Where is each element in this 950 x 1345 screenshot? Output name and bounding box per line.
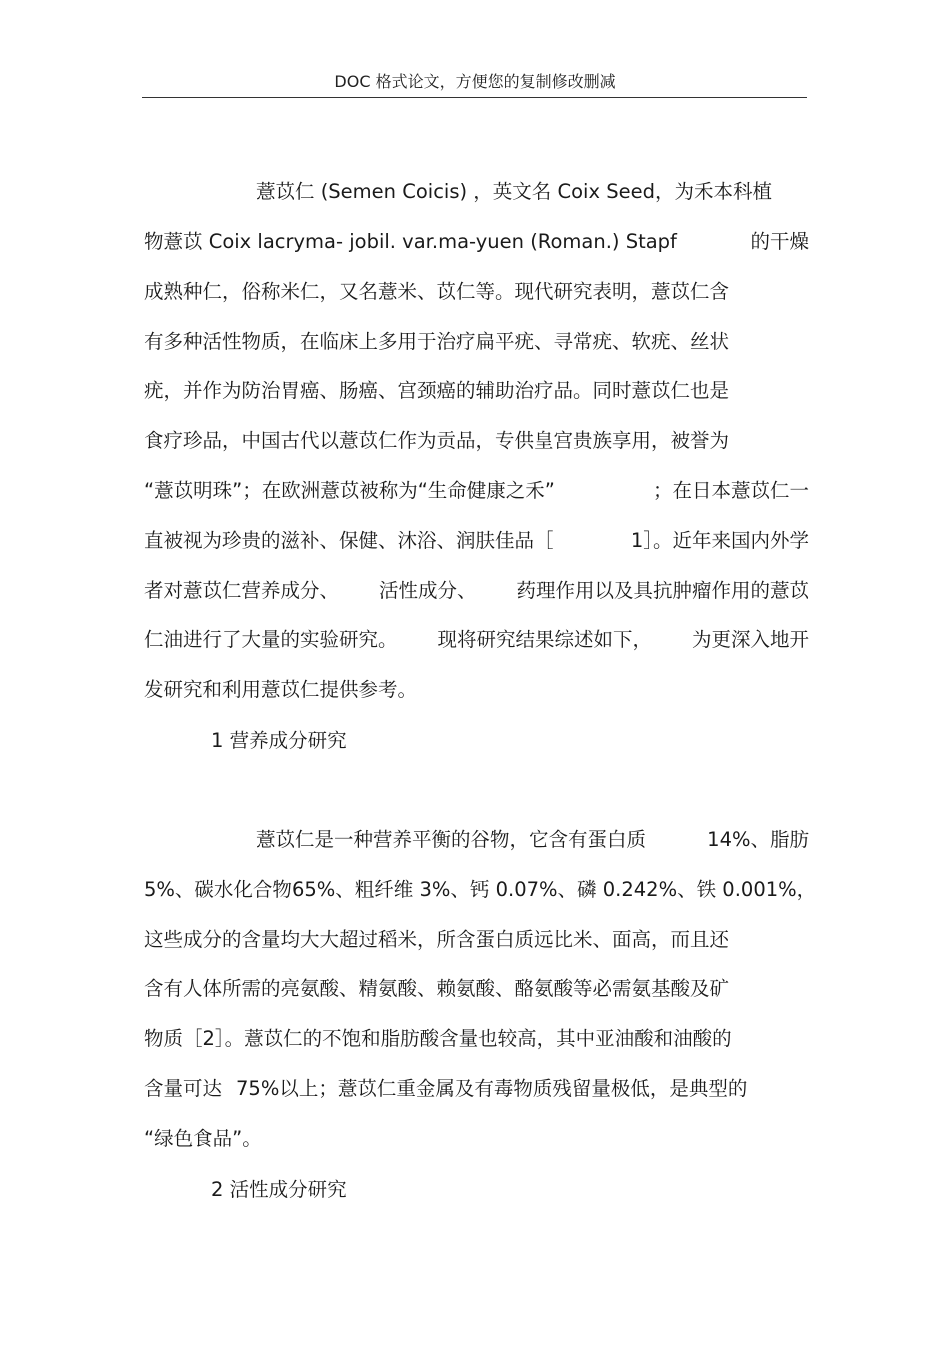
text-segment: 者对薏苡仁营养成分、 (144, 579, 340, 602)
paragraph-line (144, 1026, 809, 1052)
text-segment: 药理作用以及具抗肿瘤作用的薏苡 (516, 579, 809, 602)
text-segment: 发研究和利用薏苡仁提供参考。 (144, 678, 418, 701)
paragraph-line (256, 827, 809, 853)
paragraph-line (144, 578, 809, 604)
paragraph-line (144, 478, 809, 504)
paragraph-line (144, 877, 817, 903)
text-segment: ；在日本薏苡仁一 (652, 479, 809, 502)
text-segment: 的干燥 (750, 230, 809, 253)
text-segment: 物质［2］。薏苡仁的不饱和脂肪酸含量也较高，其中亚油酸和油酸的 (144, 1027, 732, 1050)
paragraph-line (144, 378, 809, 404)
text-segment: 直被视为珍贵的滋补、保健、沐浴、润肤佳品［ (144, 529, 554, 552)
section-heading: 2 活性成分研究 (211, 1178, 347, 1201)
text-segment: 薏苡仁 (Semen Coicis) ，英文名 Coix Seed，为禾本科植 (256, 180, 772, 203)
paragraph-line (144, 627, 809, 653)
paragraph-line (256, 179, 809, 205)
paragraph-line (144, 927, 809, 953)
text-segment: 食疗珍品，中国古代以薏苡仁作为贡品，专供皇宫贵族享用，被誉为 (144, 429, 730, 452)
paragraph-line (144, 428, 809, 454)
text-segment: 含量可达 (144, 1077, 223, 1100)
text-segment: 有多种活性物质，在临床上多用于治疗扁平疣、寻常疣、软疣、丝状 (144, 330, 730, 353)
text-segment: “薏苡明珠”；在欧洲薏苡被称为“生命健康之禾” (144, 479, 555, 502)
text-segment: 75%以上；薏苡仁重金属及有毒物质残留量极低，是典型的 (236, 1077, 748, 1100)
text-segment: 活性成分、 (378, 579, 477, 602)
text-segment: 5%、碳水化合物 (144, 878, 292, 901)
text-segment: 仁油进行了大量的实验研究。 (144, 628, 398, 651)
paragraph-line (144, 1126, 809, 1152)
text-segment: 疣，并作为防治胃癌、肠癌、宫颈癌的辅助治疗品。同时薏苡仁也是 (144, 379, 730, 402)
section-heading: 1 营养成分研究 (211, 729, 347, 752)
text-segment: “绿色食品”。 (144, 1127, 262, 1150)
text-segment: 物薏苡 Coix lacryma- jobil. var.ma-yuen (Roman.) Stapf (144, 230, 677, 253)
text-segment: 含有人体所需的亮氨酸、精氨酸、赖氨酸、酪氨酸等必需氨基酸及矿 (144, 977, 730, 1000)
paragraph-line (144, 677, 809, 703)
text-segment: 65%、粗纤维 3%、钙 0.07%、磷 0.242%、铁 0.001%， (291, 878, 817, 901)
paragraph-line (144, 976, 809, 1002)
paragraph-line (144, 528, 809, 554)
page-header: DOC 格式论文，方便您的复制修改删减 (334, 72, 616, 91)
text-segment: 薏苡仁是一种营养平衡的谷物，它含有蛋白质 (256, 828, 647, 851)
text-segment: 成熟种仁，俗称米仁，又名薏米、苡仁等。现代研究表明，薏苡仁含 (144, 280, 730, 303)
text-segment: 14%、脂肪 (707, 828, 809, 851)
text-segment: 为更深入地开 (691, 628, 809, 651)
paragraph-line (144, 329, 809, 355)
paragraph-line (144, 1076, 774, 1102)
header-divider (142, 97, 807, 98)
paragraph-line (144, 279, 809, 305)
text-segment: 这些成分的含量均大大超过稻米，所含蛋白质远比米、面高，而且还 (144, 928, 730, 951)
paragraph-line (144, 229, 809, 255)
text-segment: 现将研究结果综述如下， (437, 628, 652, 651)
text-segment: 1］。近年来国内外学 (630, 529, 809, 552)
